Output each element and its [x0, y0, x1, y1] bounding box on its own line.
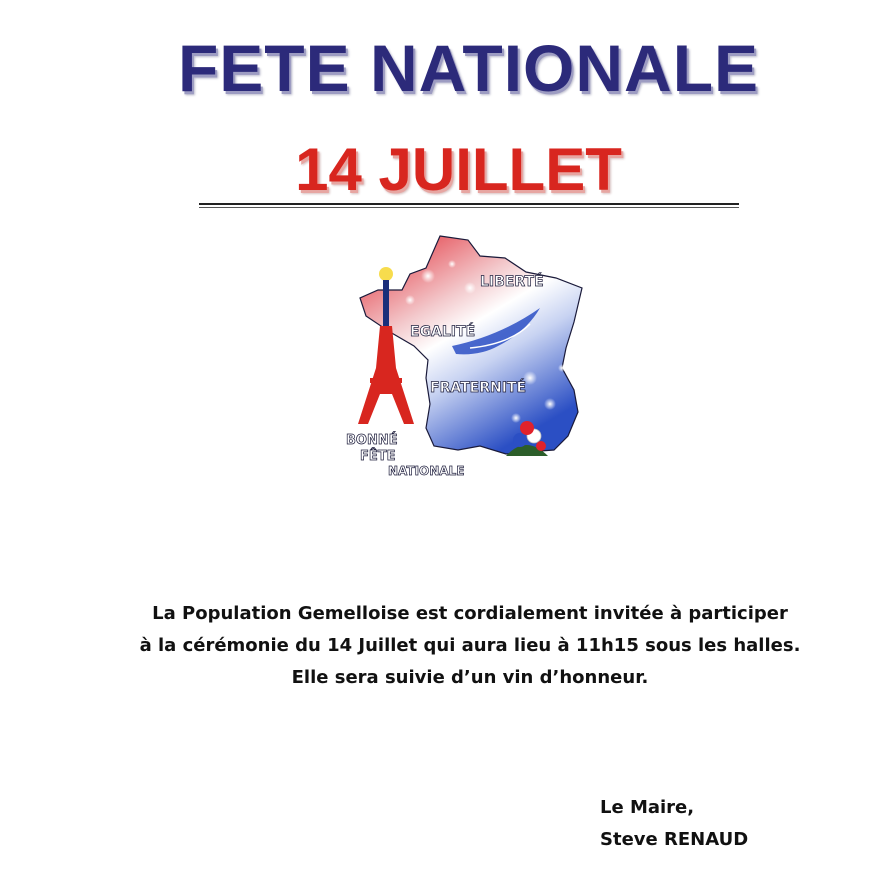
- invitation-text: [0, 598, 893, 694]
- signature-name: Steve RENAUD: [600, 829, 749, 850]
- divider: [199, 203, 739, 205]
- date-heading: 14 JUILLET: [295, 136, 622, 203]
- greeting-line-2: FÊTE: [360, 449, 396, 464]
- invitation-line: à la cérémonie du 14 Juillet qui aura lieu à 11h15 sous les halles.: [139, 635, 801, 656]
- word-egalite: EGALITÉ: [410, 324, 476, 340]
- signature-block: [600, 792, 748, 856]
- greeting-line-1: BONNÉ: [346, 433, 398, 448]
- greeting-line-3: NATIONALE: [388, 464, 465, 478]
- france-map-illustration: [330, 228, 600, 478]
- word-fraternite: FRATERNITÉ: [430, 380, 527, 396]
- invitation-line: Elle sera suivie d’un vin d’honneur.: [291, 667, 649, 688]
- word-liberte: LIBERTÉ: [480, 274, 544, 290]
- page-title: FETE NATIONALE: [177, 31, 760, 105]
- signature-role: Le Maire,: [600, 797, 695, 818]
- divider-thin: [199, 207, 739, 208]
- invitation-line: La Population Gemelloise est cordialement invitée à participer: [152, 603, 788, 624]
